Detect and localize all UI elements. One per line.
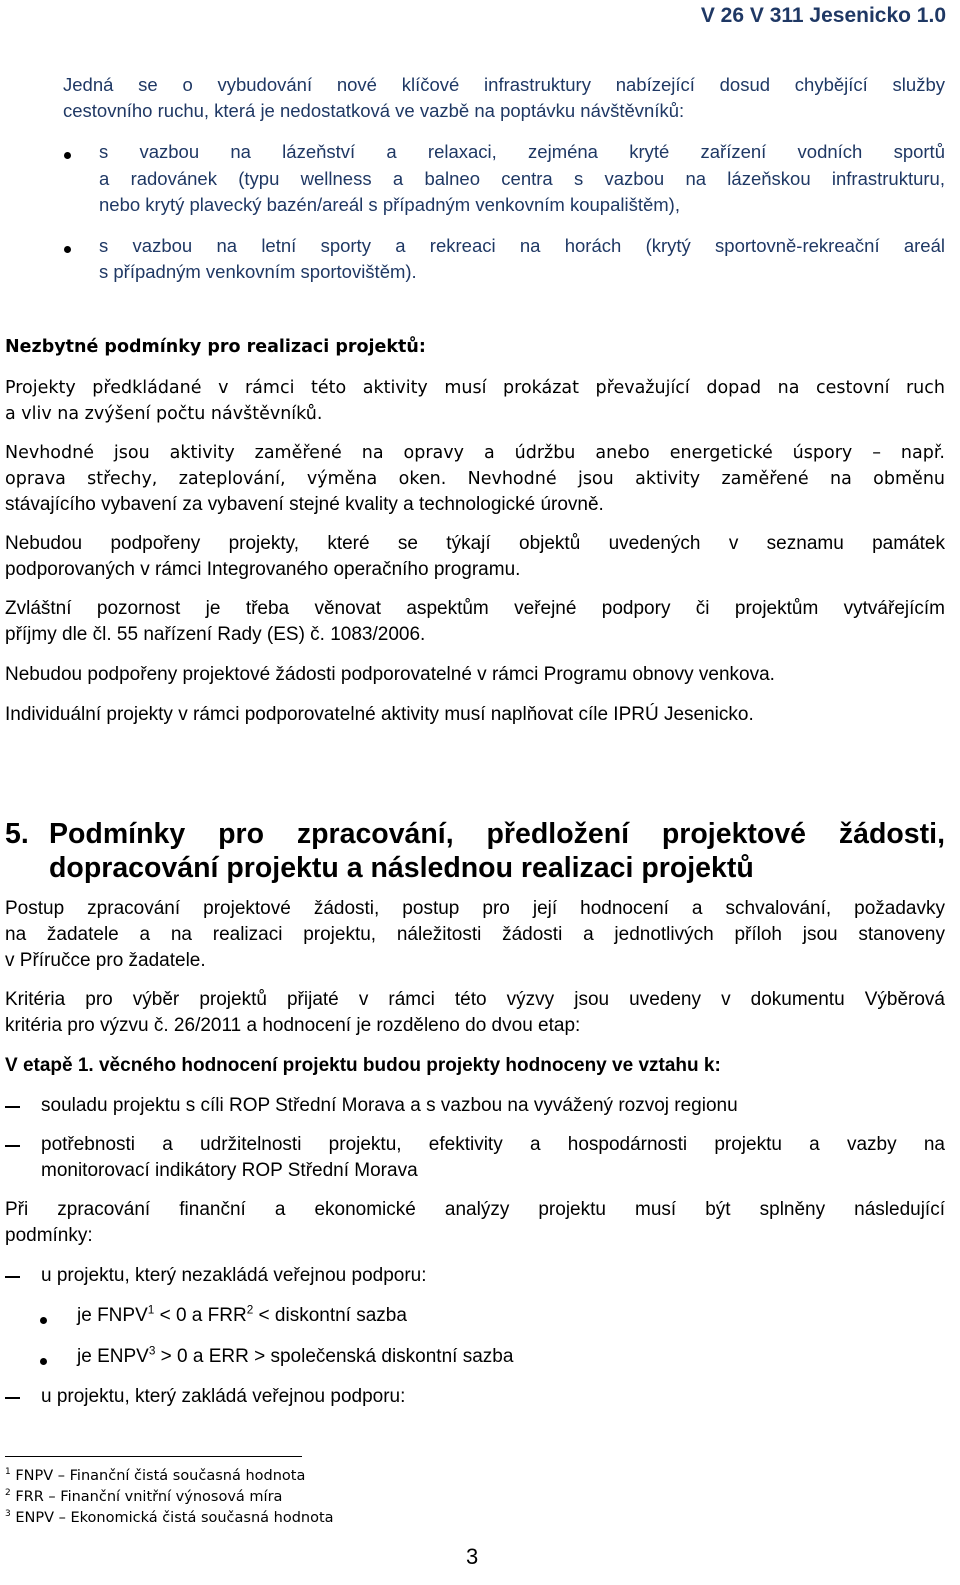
bullet-icon (64, 152, 71, 159)
paragraph-line: příjmy dle čl. 55 nařízení Rady (ES) č. 1083/2006. (5, 624, 426, 645)
section-title: Podmínky pro zpracování, předložení projektové žádosti, (49, 818, 945, 850)
paragraph-line: Nebudou podpořeny projektové žádosti podporovatelné v rámci Programu obnovy venkova. (5, 664, 775, 685)
footnote: $^3$ ENPV – Ekonomická čistá současná hodnota (5, 1509, 334, 1526)
paragraph-line: Nevhodné jsou aktivity zaměřené na opravy a údržbu anebo energetické úspory – např. (5, 443, 945, 463)
footnote: $^1$ FNPV – Finanční čistá současná hodnota (5, 1467, 306, 1484)
stage-heading: V etapě 1. věcného hodnocení projektu budou projekty hodnoceny ve vztahu k: (5, 1055, 721, 1076)
document-header: V 26 V 311 Jesenicko 1.0 (700, 4, 946, 27)
bullet-icon (40, 1317, 47, 1324)
page-number: 3 (466, 1544, 479, 1569)
bullet-line: s vazbou na letní sporty a rekreaci na horách (krytý sportovně-rekreační areál (99, 235, 945, 256)
paragraph-line: Kritéria pro výběr projektů přijaté v rámci této výzvy jsou uvedeny v dokumentu Výběrová (5, 989, 945, 1010)
paragraph-line: stávajícího vybavení za vybavení stejné kvality a technologické úrovně. (5, 494, 604, 515)
paragraph-line: Projekty předkládané v rámci této aktivity musí prokázat převažující dopad na cestovní ruch (5, 378, 945, 398)
intro-line: Jedná se o vybudování nové klíčové infrastruktury nabízející dosud chybějící služby (63, 74, 945, 95)
paragraph-line: kritéria pro výzvu č. 26/2011 a hodnocení je rozděleno do dvou etap: (5, 1015, 581, 1036)
list-item: potřebnosti a udržitelnosti projektu, efektivity a hospodárnosti projektu a vazby na (41, 1134, 945, 1155)
dash-bullet-icon (5, 1276, 20, 1278)
footnote-separator (5, 1456, 302, 1457)
list-item: souladu projektu s cíli ROP Střední Morava a s vazbou na vyvážený rozvoj regionu (41, 1095, 738, 1116)
dash-bullet-icon (5, 1106, 20, 1108)
paragraph-line: podmínky: (5, 1225, 93, 1246)
paragraph-line: na žadatele a na realizaci projektu, náležitosti žádosti a jednotlivých příloh jsou stanoveny (5, 924, 945, 945)
paragraph-line: Nebudou podpořeny projekty, které se týkají objektů uvedených v seznamu památek (5, 533, 945, 554)
conditions-heading: Nezbytné podmínky pro realizaci projektů: (5, 337, 426, 357)
bullet-line: s vazbou na lázeňství a relaxaci, zejména kryté zařízení vodních sportů (99, 141, 945, 162)
intro-line: cestovního ruchu, která je nedostatková ve vazbě na poptávku návštěvníků: (63, 100, 685, 121)
paragraph-line: Při zpracování finanční a ekonomické analýzy projektu musí být splněny následující (5, 1199, 945, 1220)
list-item: u projektu, který nezakládá veřejnou podporu: (41, 1265, 427, 1286)
bullet-line: a radovánek (typu wellness a balneo centra s vazbou na lázeňskou infrastrukturu, (99, 168, 945, 189)
list-item: monitorovací indikátory ROP Střední Morava (41, 1160, 418, 1181)
section-title: dopracování projektu a následnou realizaci projektů (49, 852, 754, 884)
paragraph-line: v Příručce pro žadatele. (5, 950, 206, 971)
list-item: u projektu, který zakládá veřejnou podporu: (41, 1386, 406, 1407)
paragraph-line: a vliv na zvýšení počtu návštěvníků. (5, 404, 323, 424)
paragraph-line: podporovaných v rámci Integrovaného operačního programu. (5, 559, 521, 580)
paragraph-line: Zvláštní pozornost je třeba věnovat aspektům veřejné podpory či projektům vytvářejícím (5, 598, 945, 619)
bullet-icon (64, 246, 71, 253)
paragraph-line: oprava střechy, zateplování, výměna oken. Nevhodné jsou aktivity zaměřené na obměnu (5, 469, 945, 489)
bullet-line: nebo krytý plavecký bazén/areál s případným venkovním koupalištěm), (99, 194, 680, 215)
economic-condition: je $ENPV^3 > 0$ a ERR > společenská diskontní sazba (77, 1344, 514, 1367)
bullet-line: s případným venkovním sportovištěm). (99, 261, 417, 282)
footnote: $^2$ FRR – Finanční vnitřní výnosová míra (5, 1488, 283, 1505)
paragraph-line: Individuální projekty v rámci podporovatelné aktivity musí naplňovat cíle IPRÚ Jesenicko. (5, 704, 754, 725)
section-number: 5. (5, 818, 29, 850)
dash-bullet-icon (5, 1397, 20, 1399)
paragraph-line: Postup zpracování projektové žádosti, postup pro její hodnocení a schvalování, požadavky (5, 898, 945, 919)
financial-condition: je $FNPV^1 < 0$ a $FRR^2$ < diskontní sazba (77, 1303, 407, 1326)
bullet-icon (40, 1358, 47, 1365)
dash-bullet-icon (5, 1145, 20, 1147)
